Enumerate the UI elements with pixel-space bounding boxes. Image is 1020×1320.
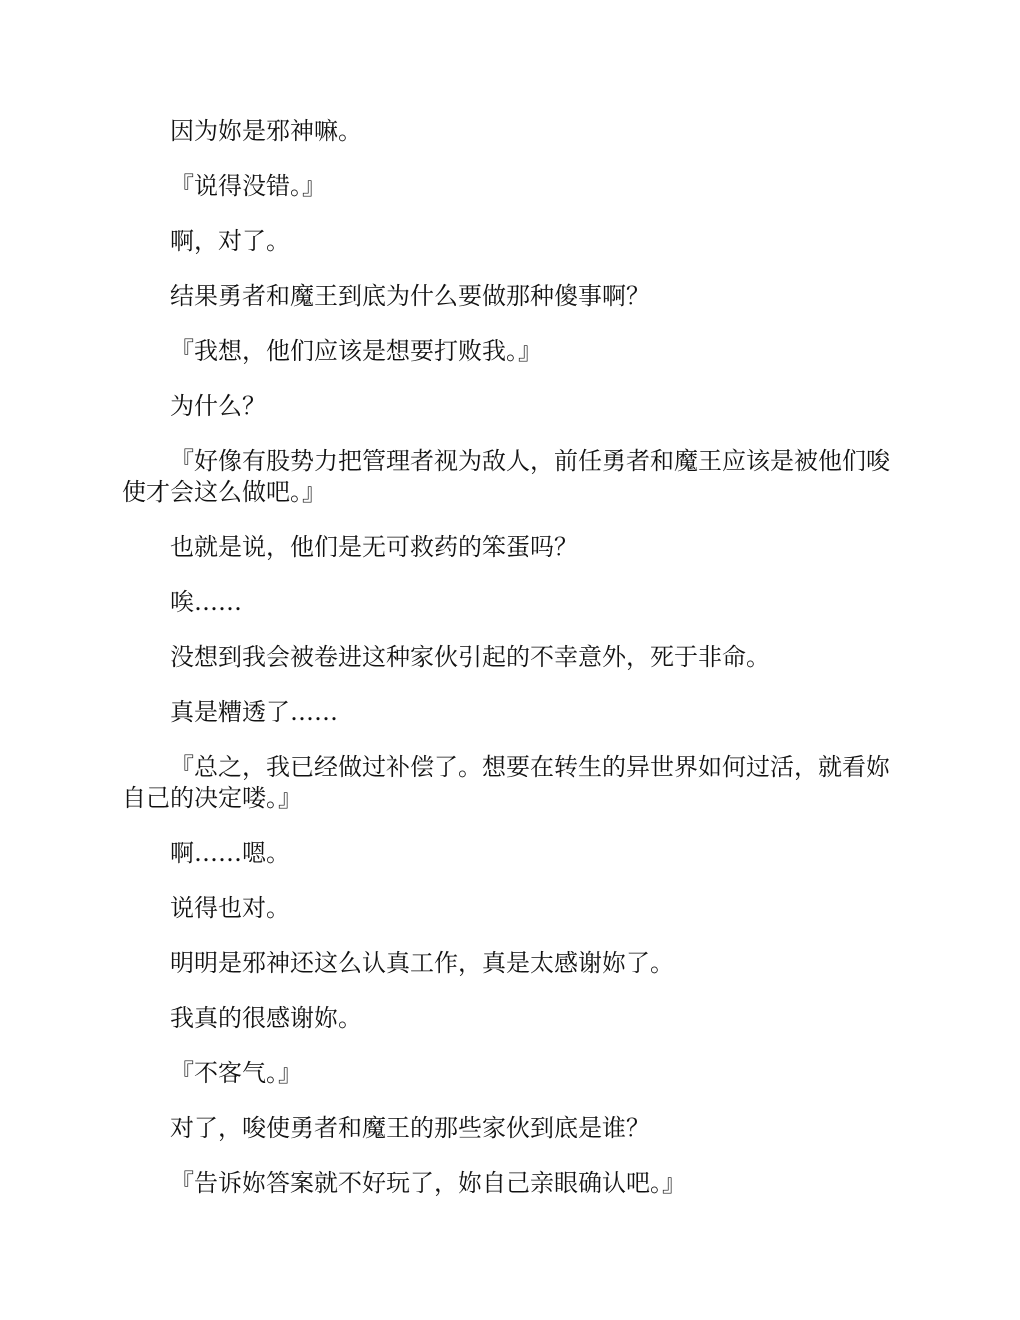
paragraph-15: 明明是邪神还这么认真工作，真是太感谢妳了。 [170,949,674,977]
paragraph-8: 也就是说，他们是无可救药的笨蛋吗？ [170,533,578,561]
paragraph-1: 因为妳是邪神嘛。 [170,117,362,145]
paragraph-3: 啊，对了。 [170,227,290,255]
paragraph-4: 结果勇者和魔王到底为什么要做那种傻事啊？ [170,282,650,310]
paragraph-12: 『总之，我已经做过补偿了。想要在转生的异世界如何过活，就看妳自己的决定喽。』 [122,753,890,812]
paragraph-7: 『好像有股势力把管理者视为敌人，前任勇者和魔王应该是被他们唆使才会这么做吧。』 [122,447,890,506]
novel-text [122,116,902,1223]
paragraph-18: 对了，唆使勇者和魔王的那些家伙到底是谁？ [170,1114,650,1142]
paragraph-11: 真是糟透了…… [170,698,338,726]
paragraph-16: 我真的很感谢妳。 [170,1004,362,1032]
paragraph-9: 唉…… [170,588,242,616]
paragraph-10: 没想到我会被卷进这种家伙引起的不幸意外，死于非命。 [170,643,770,671]
paragraph-19: 『告诉妳答案就不好玩了，妳自己亲眼确认吧。』 [170,1169,686,1197]
paragraph-2: 『说得没错。』 [170,172,326,200]
paragraph-14: 说得也对。 [170,894,290,922]
paragraph-17: 『不客气。』 [170,1059,302,1087]
paragraph-5: 『我想，他们应该是想要打败我。』 [170,337,542,365]
paragraph-13: 啊……嗯。 [170,839,290,867]
paragraph-6: 为什么？ [170,392,266,420]
